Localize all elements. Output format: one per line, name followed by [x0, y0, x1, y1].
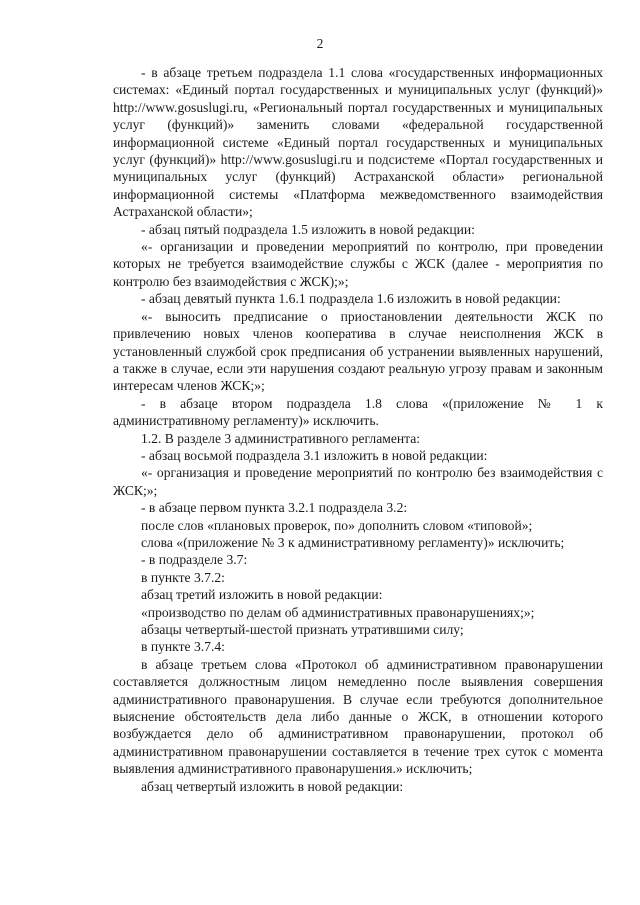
- paragraph: - в абзаце третьем подраздела 1.1 слова «государственных информационных системах: «Единый портал государственных и муниципальных услуг (функций)» http://www.gosuslugi.ru, «Региональный портал государственных и муниципальных услуг (функций)» заменить словами «федеральной государственной информационной системе «Единый портал государственных и муниципальных услуг (функций)» http://www.gosuslugi.ru и подсистеме «Портал государственных и муниципальных услуг (функций) Астраханской области» региональной информационной системы «Платформа межведомственного взаимодействия Астраханской области»;: [113, 65, 603, 220]
- paragraph: после слов «плановых проверок, по» дополнить словом «типовой»;: [141, 517, 533, 533]
- paragraph: 1.2. В разделе 3 административного регламента:: [141, 430, 421, 446]
- paragraph: - в абзаце втором подраздела 1.8 слова «(приложение № 1 к административному регламенту)» исключить.: [113, 395, 603, 429]
- paragraph: в абзаце третьем слова «Протокол об административном правонарушении составляется должностным лицом немедленно после выявления совершения административного правонарушения. В случае если требуются дополнительное выяснение обстоятельств дела либо данные о ЖСК, в отношении которого возбуждается дело об административном правонарушении, протокол об административном правонарушении составляется в течение трех суток с момента выявления административного правонарушения.» исключить;: [113, 656, 603, 777]
- paragraph: - в абзаце первом пункта 3.2.1 подраздела 3.2:: [141, 500, 408, 516]
- paragraph: абзацы четвертый-шестой признать утратившими силу;: [141, 622, 464, 637]
- paragraph: в пункте 3.7.2:: [141, 569, 225, 585]
- paragraph: «- организация и проведение мероприятий по контролю без взаимодействия с ЖСК;»;: [113, 465, 603, 498]
- paragraph: - в подразделе 3.7:: [141, 552, 248, 568]
- paragraph: - абзац восьмой подраздела 3.1 изложить в новой редакции:: [141, 447, 488, 463]
- page-number: 2: [316, 36, 324, 51]
- paragraph: абзац третий изложить в новой редакции:: [141, 587, 383, 603]
- paragraph: слова «(приложение № 3 к административному регламенту)» исключить;: [141, 534, 565, 550]
- paragraph: «- выносить предписание о приостановлении деятельности ЖСК по привлечению новых членов кооператива в случае неисполнения ЖСК в установленный службой срок предписания об устранении выявленных нарушений, а также в случае, если эти нарушения создают реальную угрозу правам и законным интересам членов ЖСК;»;: [113, 308, 603, 394]
- paragraph: абзац четвертый изложить в новой редакции:: [141, 778, 404, 794]
- paragraph: «производство по делам об административных правонарушениях;»;: [141, 604, 535, 620]
- paragraph: - абзац девятый пункта 1.6.1 подраздела 1.6 изложить в новой редакции:: [141, 291, 561, 307]
- paragraph: - абзац пятый подраздела 1.5 изложить в новой редакции:: [141, 221, 475, 237]
- paragraph: в пункте 3.7.4:: [141, 639, 225, 655]
- document-body: [113, 64, 603, 795]
- paragraph: «- организации и проведении мероприятий по контролю, при проведении которых не требуется взаимодействие службы с ЖСК (далее - мероприятия по контролю без взаимодействия с ЖСК);»;: [113, 239, 603, 289]
